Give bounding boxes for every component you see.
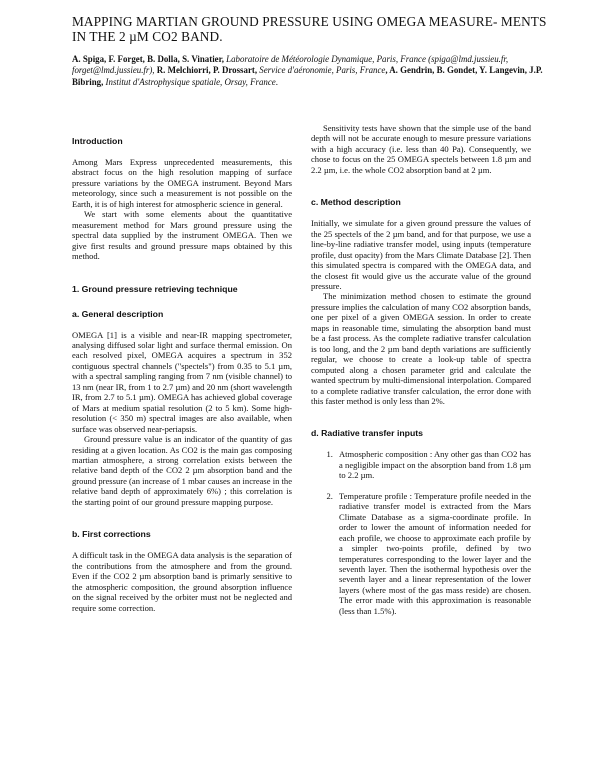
- subsection-heading-radiative-transfer-inputs: d. Radiative transfer inputs: [311, 428, 423, 439]
- affiliation-3: Institut d'Astrophysique spatiale, Orsay, France: [103, 76, 276, 87]
- section-heading-introduction: Introduction: [72, 136, 123, 146]
- right-column: [311, 123, 531, 626]
- author-list-end: .: [275, 76, 278, 87]
- input-list: [311, 449, 531, 616]
- left-column: [72, 136, 292, 613]
- list-item: 2. Temperature profile : Temperature profile needed in the radiative transfer model is extracted from the Mars Climate Database as a sigma-coordinate profile. In order to lower the amount of information needed for each profile, we choose to approximate each profile by a simpler two-points profile, defined by two temperatures corresponding to the lower layer and the seventh layer. Then the isothermal hypothesis over the seventh layer and a linear representation of the lower layers (where most of the gas mass reside) are chosen. The error made with this approximation is reasonable (less than 1.5%).: [335, 491, 531, 616]
- paragraph: A difficult task in the OMEGA data analysis is the separation of the contributions from the atmosphere and from the ground. Even if the CO2 2 µm absorption band is primarly sensitive to the atmospheric composition, the ground absorption influence on the signal received by the orbiter must not be neglected and require some correction.: [72, 550, 292, 613]
- affiliation-2: Service d'aéronomie, Paris, France: [257, 65, 386, 76]
- affiliation-1: Laboratoire de Météorologie Dynamique, Paris, France (spiga@lmd.jussieu.fr, forget@lmd.jussieu.fr),: [72, 54, 509, 76]
- subsection-heading-general-description: a. General description: [72, 308, 164, 319]
- subsection-heading-method-description: c. Method description: [311, 197, 401, 208]
- paragraph: Initially, we simulate for a given ground pressure the values of the 25 spectels of the 2 µm band, and for that purpose, we use a line-by-line radiative transfer model, using inputs (temperature profile, dust opacity) from the Mars Climate Database [2]. Then this simulated spectra is compared with the OMEGA data, and the closest fit would give us the accurate value of the ground pressure.: [311, 218, 531, 291]
- author-list: [72, 54, 550, 88]
- author-group-2: R. Melchiorri, P. Drossart,: [154, 65, 258, 76]
- paragraph: We start with some elements about the quantitative measurement method for Mars ground pressure using the spectral data supplied by the instrument OMEGA. Then we give first results and ground pressure maps obtained by this method.: [72, 209, 292, 262]
- paragraph: The minimization method chosen to estimate the ground pressure implies the calculation of many CO2 absorption bands, one per pixel of a given OMEGA session. In order to create maps in reasonable time, simulating the absorption band must be a fast process. As the complete radiative transfer calculation is too long, and the 2 µm band depth variations are sufficiently regular, we choose to create a look-up table of spectra computed along a chosen parameter grid and calculate the wanted spectrum by multi-dimensional interpolation. Compared to a complete radiative transfer calculation, the error done with this faster method is only less than 2%.: [311, 291, 531, 406]
- list-item: 1. Atmospheric composition : Any other gas than CO2 has a negligible impact on the absorption band from 1.8 µm to 2.2 µm.: [335, 449, 531, 480]
- paragraph: Ground pressure value is an indicator of the quantity of gas residing at a given location. As CO2 is the main gas composing martian atmosphere, a strong correlation exists between the relative band depth of the CO2 2 µm absorption band and the ground pressure (an increase of 1 mbar causes an increase in the relative band depth of approximately 6%) ; this correlation is the starting point of our ground pressure mapping purpose.: [72, 434, 292, 507]
- paragraph: Among Mars Express unprecedented measurements, this abstract focus on the high resolution mapping of surface pressure variations by the OMEGA instrument. Beyond Mars meteorology, since such a measurement is not possible on the Earth, it is of high interest for atmospheric science in general.: [72, 157, 292, 209]
- subsection-heading-first-corrections: b. First corrections: [72, 529, 151, 540]
- author-group-3: , A. Gendrin, B. Gondet, Y. Langevin, J.P. Bibring,: [72, 65, 543, 87]
- paragraph: Sensitivity tests have shown that the simple use of the band depth will not be accurate enough to mesure pressure variations with a high accuracy (i.e. less than 40 Pa). Consequently, we chose to focus on the 25 OMEGA spectels between 1.8 µm and 2.2 µm, i.e. the whole CO2 absorption band at 2 µm.: [311, 123, 531, 175]
- paragraph: OMEGA [1] is a visible and near-IR mapping spectrometer, analysing diffused solar light and surface thermal emission. On each resolved pixel, OMEGA acquires a spectrum in 352 contiguous spectral channels ("spectels") from 0.35 to 5.1 µm, with a spectral sampling ranging from 7 nm (visible channel) to 13 nm (near IR, from 1 to 2.7 µm) and 20 nm (short wavelength IR, from 2.7 to 5.1 µm). OMEGA has achieved global coverage of Mars at medium spatial resolution (2 to 5 km). Some high-resolution (< 350 m) spectral images are also available, when surface was observed near-periapsis.: [72, 329, 292, 434]
- author-group-1: A. Spiga, F. Forget, B. Dolla, S. Vinatier,: [72, 54, 224, 64]
- paper-title: MAPPING MARTIAN GROUND PRESSURE USING OMEGA MEASURE- MENTS IN THE 2 µM CO2 BAND.: [72, 14, 547, 44]
- section-heading-ground-pressure: 1. Ground pressure retrieving technique: [72, 283, 238, 294]
